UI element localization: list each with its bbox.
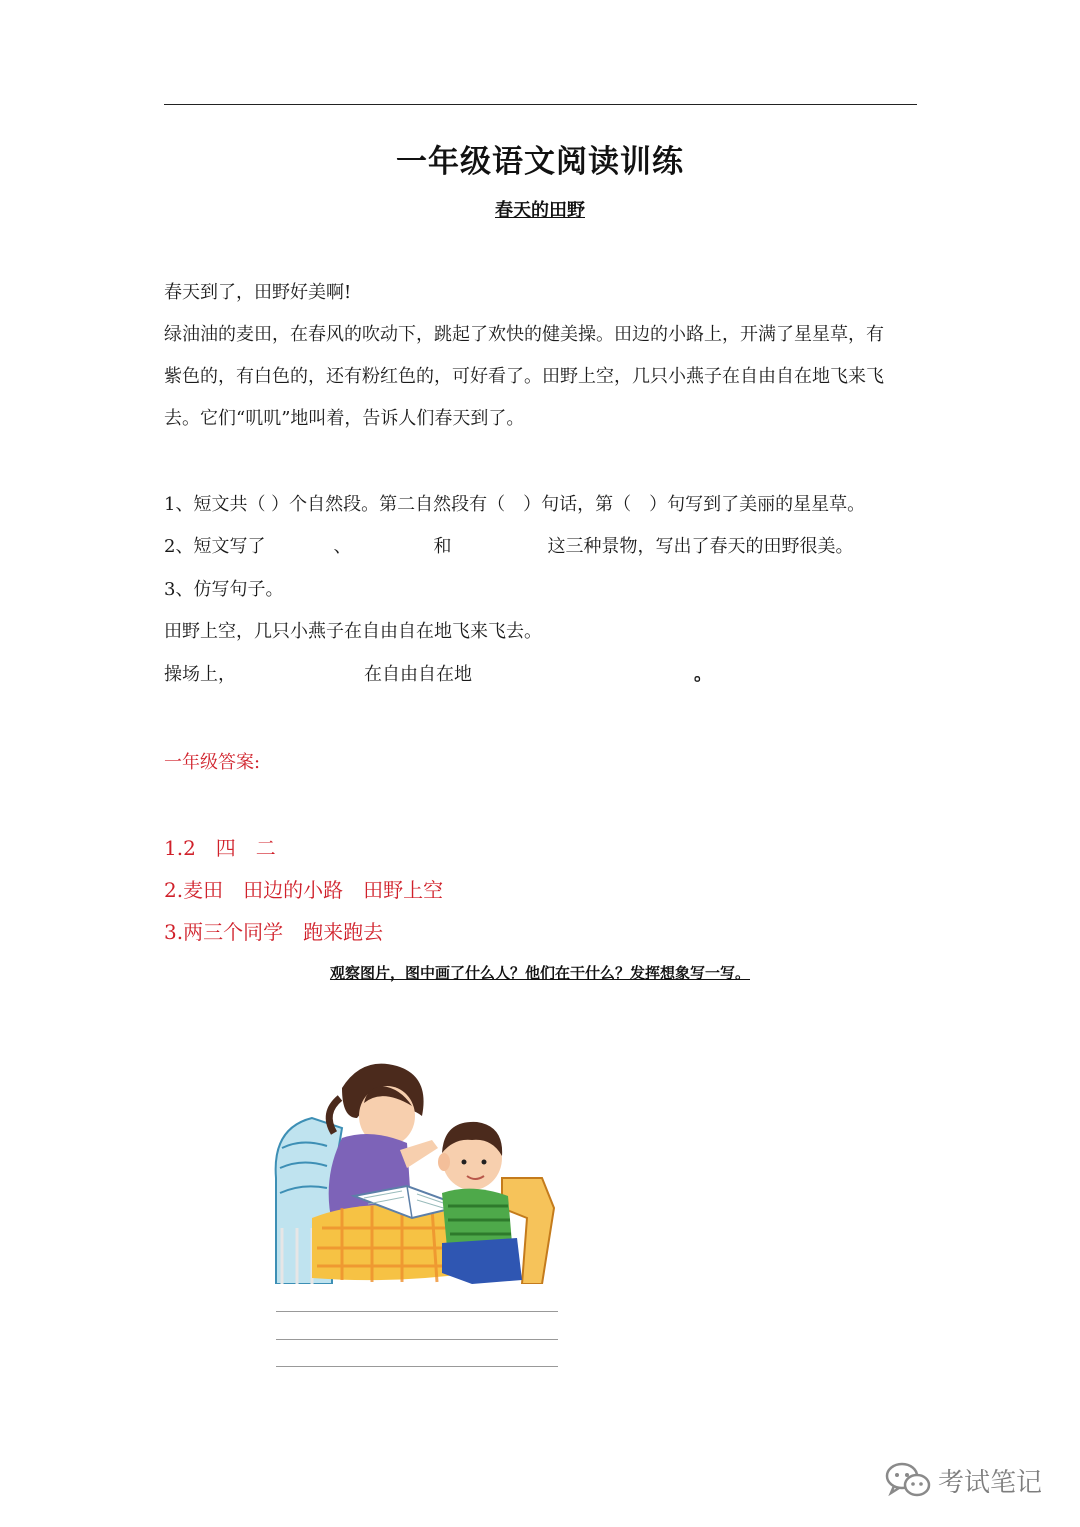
fill-middle: 在自由自在地: [364, 664, 472, 685]
document-title: 一年级语文阅读训练: [396, 144, 684, 180]
example-sentence: 田野上空，几只小燕子在自由自在地飞来飞去。: [164, 621, 542, 642]
watermark-text: 考试笔记: [938, 1468, 1043, 1498]
header-rule: [164, 104, 917, 105]
passage-line-2: 绿油油的麦田，在春风的吹动下，跳起了欢快的健美操。田边的小路上，开满了星星草，有: [164, 324, 884, 345]
writing-instruction: 观察图片，图中画了什么人？他们在干什么？发挥想象写一写。: [329, 964, 750, 982]
answer-heading: 一年级答案:: [164, 752, 261, 773]
answer-line-2: 2.麦田 田边的小路 田野上空: [164, 878, 444, 902]
question-2-suffix: 这三种景物，写出了春天的田野很美。: [547, 536, 854, 557]
fill-end: 。: [694, 664, 712, 685]
question-2-prefix: 2、短文写了: [164, 536, 266, 557]
fill-prefix: 操场上，: [164, 664, 236, 685]
fill-in-sentence: [164, 663, 712, 687]
passage-line-3: 紫色的，有白色的，还有粉红色的，可好看了。田野上空，几只小燕子在自由自在地飞来飞: [164, 366, 884, 387]
passage-line-4: 去。它们“叽叽”地叫着，告诉人们春天到了。: [164, 408, 525, 429]
question-1: 1、短文共（ ）个自然段。第二自然段有（ ）句话，第（ ）句写到了美丽的星星草。: [164, 494, 866, 515]
writing-line-2[interactable]: [276, 1339, 558, 1340]
mother-son-reading-illustration: [272, 1058, 556, 1284]
passage-line-1: 春天到了，田野好美啊!: [164, 282, 352, 303]
passage-title: 春天的田野: [495, 200, 585, 221]
writing-line-3[interactable]: [276, 1366, 558, 1367]
question-2: [164, 535, 853, 559]
wechat-icon: [884, 1460, 932, 1500]
writing-line-1[interactable]: [276, 1311, 558, 1312]
answer-line-1: 1.2 四 二: [164, 836, 276, 860]
question-3: 3、仿写句子。: [164, 579, 284, 600]
answer-line-3: 3.两三个同学 跑来跑去: [164, 920, 384, 944]
question-2-sep2: 和: [433, 536, 452, 557]
question-2-sep1: 、: [333, 536, 352, 557]
